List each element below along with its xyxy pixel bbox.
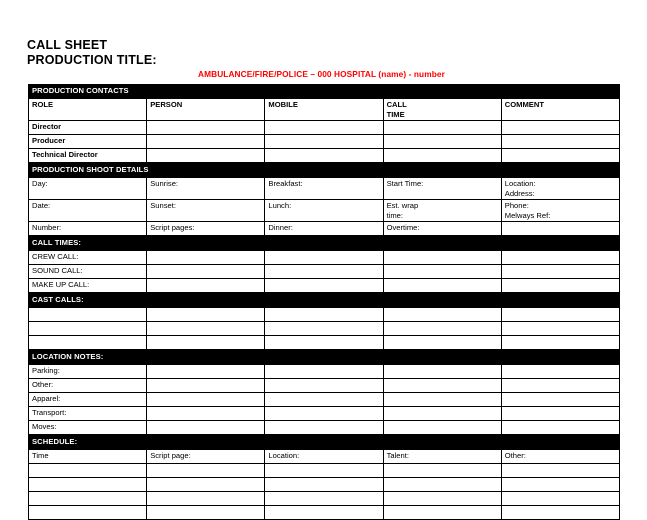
table-row	[29, 200, 620, 222]
cell-make-up-call-1[interactable]	[147, 279, 265, 293]
label-parking: Parking:	[29, 365, 147, 379]
cell-script-pages[interactable]: Script pages:	[147, 222, 265, 236]
cell-comment[interactable]	[501, 135, 619, 149]
cell-parking-3[interactable]	[383, 365, 501, 379]
cell-transport-2[interactable]	[265, 407, 383, 421]
table-row	[29, 365, 620, 379]
cell-apparel-2[interactable]	[265, 393, 383, 407]
cell-sched-2-1[interactable]	[29, 478, 147, 492]
cell-sched-2-5[interactable]	[501, 478, 619, 492]
cell-make-up-call-4[interactable]	[501, 279, 619, 293]
cell-sched-3-5[interactable]	[501, 492, 619, 506]
cell-start-time[interactable]: Start Time:	[383, 178, 501, 200]
cell-other-4[interactable]	[501, 379, 619, 393]
cell-make-up-call-2[interactable]	[265, 279, 383, 293]
cell-sched-4-4[interactable]	[383, 506, 501, 520]
cell-overtime[interactable]: Overtime:	[383, 222, 501, 236]
cast-calls-bar: CAST CALLS:	[29, 294, 620, 308]
label-melways-ref: Melways Ref:	[504, 210, 551, 220]
cell-lunch[interactable]: Lunch:	[265, 200, 383, 222]
cell-cast-3-2[interactable]	[147, 336, 265, 350]
col-role: ROLE	[29, 99, 147, 121]
table-row	[29, 464, 620, 478]
cell-sound-call-3[interactable]	[383, 265, 501, 279]
cell-make-up-call-3[interactable]	[383, 279, 501, 293]
cell-transport-1[interactable]	[147, 407, 265, 421]
cell-location-address[interactable]	[501, 178, 619, 200]
cell-moves-1[interactable]	[147, 421, 265, 435]
section-bar-row	[29, 351, 620, 365]
cell-sound-call-4[interactable]	[501, 265, 619, 279]
cell-cast-3-5[interactable]	[501, 336, 619, 350]
section-bar-row	[29, 436, 620, 450]
schedule-table	[28, 435, 620, 520]
cell-sunset[interactable]: Sunset:	[147, 200, 265, 222]
section-bar-row	[29, 237, 620, 251]
call-times-table	[28, 236, 620, 293]
label-address: Address:	[504, 188, 535, 198]
cell-other-3[interactable]	[383, 379, 501, 393]
col-person: PERSON	[147, 99, 265, 121]
cell-transport-3[interactable]	[383, 407, 501, 421]
cell-cast-3-3[interactable]	[265, 336, 383, 350]
cell-mobile[interactable]	[265, 149, 383, 163]
cell-sched-1-3[interactable]	[265, 464, 383, 478]
cell-sched-1-1[interactable]	[29, 464, 147, 478]
col-time: Time	[29, 450, 147, 464]
table-row	[29, 478, 620, 492]
cell-dinner[interactable]: Dinner:	[265, 222, 383, 236]
cell-breakfast[interactable]: Breakfast:	[265, 178, 383, 200]
label-apparel: Apparel:	[29, 393, 147, 407]
cell-moves-4[interactable]	[501, 421, 619, 435]
production-shoot-details-bar: PRODUCTION SHOOT DETAILS	[29, 164, 620, 178]
cell-sound-call-1[interactable]	[147, 265, 265, 279]
cell-day[interactable]: Day:	[29, 178, 147, 200]
table-row	[29, 279, 620, 293]
table-row	[29, 379, 620, 393]
location-notes-bar: LOCATION NOTES:	[29, 351, 620, 365]
schedule-bar: SCHEDULE:	[29, 436, 620, 450]
cell-apparel-3[interactable]	[383, 393, 501, 407]
cell-other-2[interactable]	[265, 379, 383, 393]
col-location: Location:	[265, 450, 383, 464]
table-row	[29, 421, 620, 435]
cell-cast-1-3[interactable]	[265, 308, 383, 322]
cell-cast-1-4[interactable]	[383, 308, 501, 322]
cell-cast-2-5[interactable]	[501, 322, 619, 336]
table-row	[29, 506, 620, 520]
col-talent: Talent:	[383, 450, 501, 464]
cell-crew-call-4[interactable]	[501, 251, 619, 265]
cell-number[interactable]: Number:	[29, 222, 147, 236]
table-row	[29, 407, 620, 421]
label-location: Location:	[504, 179, 536, 188]
cell-sched-4-1[interactable]	[29, 506, 147, 520]
table-row	[29, 308, 620, 322]
col-call-time-line2: TIME	[386, 109, 405, 119]
cell-person[interactable]	[147, 121, 265, 135]
table-row	[29, 178, 620, 200]
cell-transport-4[interactable]	[501, 407, 619, 421]
label-sound-call: SOUND CALL:	[29, 265, 147, 279]
row-label-director: Director	[29, 121, 147, 135]
col-script-page: Script page:	[147, 450, 265, 464]
table-row	[29, 149, 620, 163]
cell-comment[interactable]	[501, 121, 619, 135]
cell-sound-call-2[interactable]	[265, 265, 383, 279]
table-row	[29, 135, 620, 149]
production-contacts-table	[28, 84, 620, 163]
cell-sched-2-4[interactable]	[383, 478, 501, 492]
col-call-time	[383, 99, 501, 121]
label-other: Other:	[29, 379, 147, 393]
cell-sunrise[interactable]: Sunrise:	[147, 178, 265, 200]
row-label-producer: Producer	[29, 135, 147, 149]
cell-mobile[interactable]	[265, 135, 383, 149]
label-moves: Moves:	[29, 421, 147, 435]
cell-comment[interactable]	[501, 149, 619, 163]
label-est-wrap-line1: Est. wrap	[386, 201, 419, 210]
row-label-technical-director: Technical Director	[29, 149, 147, 163]
location-notes-table	[28, 350, 620, 435]
table-header-row	[29, 99, 620, 121]
cell-cast-3-1[interactable]	[29, 336, 147, 350]
cell-est-wrap-time[interactable]	[383, 200, 501, 222]
sheet-body	[28, 84, 620, 520]
cell-moves-2[interactable]	[265, 421, 383, 435]
cell-person[interactable]	[147, 149, 265, 163]
cell-sched-3-3[interactable]	[265, 492, 383, 506]
cell-crew-call-3[interactable]	[383, 251, 501, 265]
label-est-wrap-line2: time:	[386, 210, 404, 220]
section-bar-row	[29, 294, 620, 308]
cell-sched-3-2[interactable]	[147, 492, 265, 506]
cell-date[interactable]: Date:	[29, 200, 147, 222]
title-line-1: CALL SHEET	[27, 38, 108, 52]
cell-crew-call-2[interactable]	[265, 251, 383, 265]
cell-sched-1-4[interactable]	[383, 464, 501, 478]
cell-person[interactable]	[147, 135, 265, 149]
cell-phone-melways[interactable]	[501, 200, 619, 222]
cell-apparel-1[interactable]	[147, 393, 265, 407]
table-row	[29, 265, 620, 279]
table-row	[29, 222, 620, 236]
cell-cast-2-4[interactable]	[383, 322, 501, 336]
cell-call-time[interactable]	[383, 135, 501, 149]
cell-sched-2-2[interactable]	[147, 478, 265, 492]
table-row	[29, 336, 620, 350]
cell-sched-4-3[interactable]	[265, 506, 383, 520]
cell-call-time[interactable]	[383, 149, 501, 163]
label-phone: Phone:	[504, 201, 529, 210]
cell-sched-4-2[interactable]	[147, 506, 265, 520]
cell-sched-3-4[interactable]	[383, 492, 501, 506]
cell-sched-1-5[interactable]	[501, 464, 619, 478]
production-shoot-details-table	[28, 163, 620, 236]
label-make-up-call: MAKE UP CALL:	[29, 279, 147, 293]
table-row	[29, 393, 620, 407]
table-row	[29, 251, 620, 265]
title-line-2: PRODUCTION TITLE:	[27, 53, 157, 67]
cell-parking-2[interactable]	[265, 365, 383, 379]
cell-crew-call-1[interactable]	[147, 251, 265, 265]
table-header-row	[29, 450, 620, 464]
cell-apparel-4[interactable]	[501, 393, 619, 407]
emergency-contact-line: AMBULANCE/FIRE/POLICE – 000 HOSPITAL (name) - number	[198, 69, 445, 79]
col-comment: COMMENT	[501, 99, 619, 121]
table-row	[29, 322, 620, 336]
page-title	[27, 38, 157, 68]
cell-sched-2-3[interactable]	[265, 478, 383, 492]
label-transport: Transport:	[29, 407, 147, 421]
cell-cast-1-1[interactable]	[29, 308, 147, 322]
col-other: Other:	[501, 450, 619, 464]
call-times-bar: CALL TIMES:	[29, 237, 620, 251]
col-call-time-line1: CALL	[386, 100, 407, 109]
cell-parking-4[interactable]	[501, 365, 619, 379]
cell-cast-3-4[interactable]	[383, 336, 501, 350]
cell-sched-4-5[interactable]	[501, 506, 619, 520]
section-bar-row	[29, 85, 620, 99]
cell-cast-2-1[interactable]	[29, 322, 147, 336]
cell-sched-3-1[interactable]	[29, 492, 147, 506]
cell-sched-1-2[interactable]	[147, 464, 265, 478]
cell-cast-2-2[interactable]	[147, 322, 265, 336]
label-crew-call: CREW CALL:	[29, 251, 147, 265]
cell-mobile[interactable]	[265, 121, 383, 135]
cell-parking-1[interactable]	[147, 365, 265, 379]
cell-call-time[interactable]	[383, 121, 501, 135]
cell-moves-3[interactable]	[383, 421, 501, 435]
cell-shoot-extra[interactable]	[501, 222, 619, 236]
cell-other-1[interactable]	[147, 379, 265, 393]
cast-calls-table	[28, 293, 620, 350]
production-contacts-bar: PRODUCTION CONTACTS	[29, 85, 620, 99]
col-mobile: MOBILE	[265, 99, 383, 121]
cell-cast-1-2[interactable]	[147, 308, 265, 322]
section-bar-row	[29, 164, 620, 178]
cell-cast-2-3[interactable]	[265, 322, 383, 336]
table-row	[29, 121, 620, 135]
cell-cast-1-5[interactable]	[501, 308, 619, 322]
table-row	[29, 492, 620, 506]
